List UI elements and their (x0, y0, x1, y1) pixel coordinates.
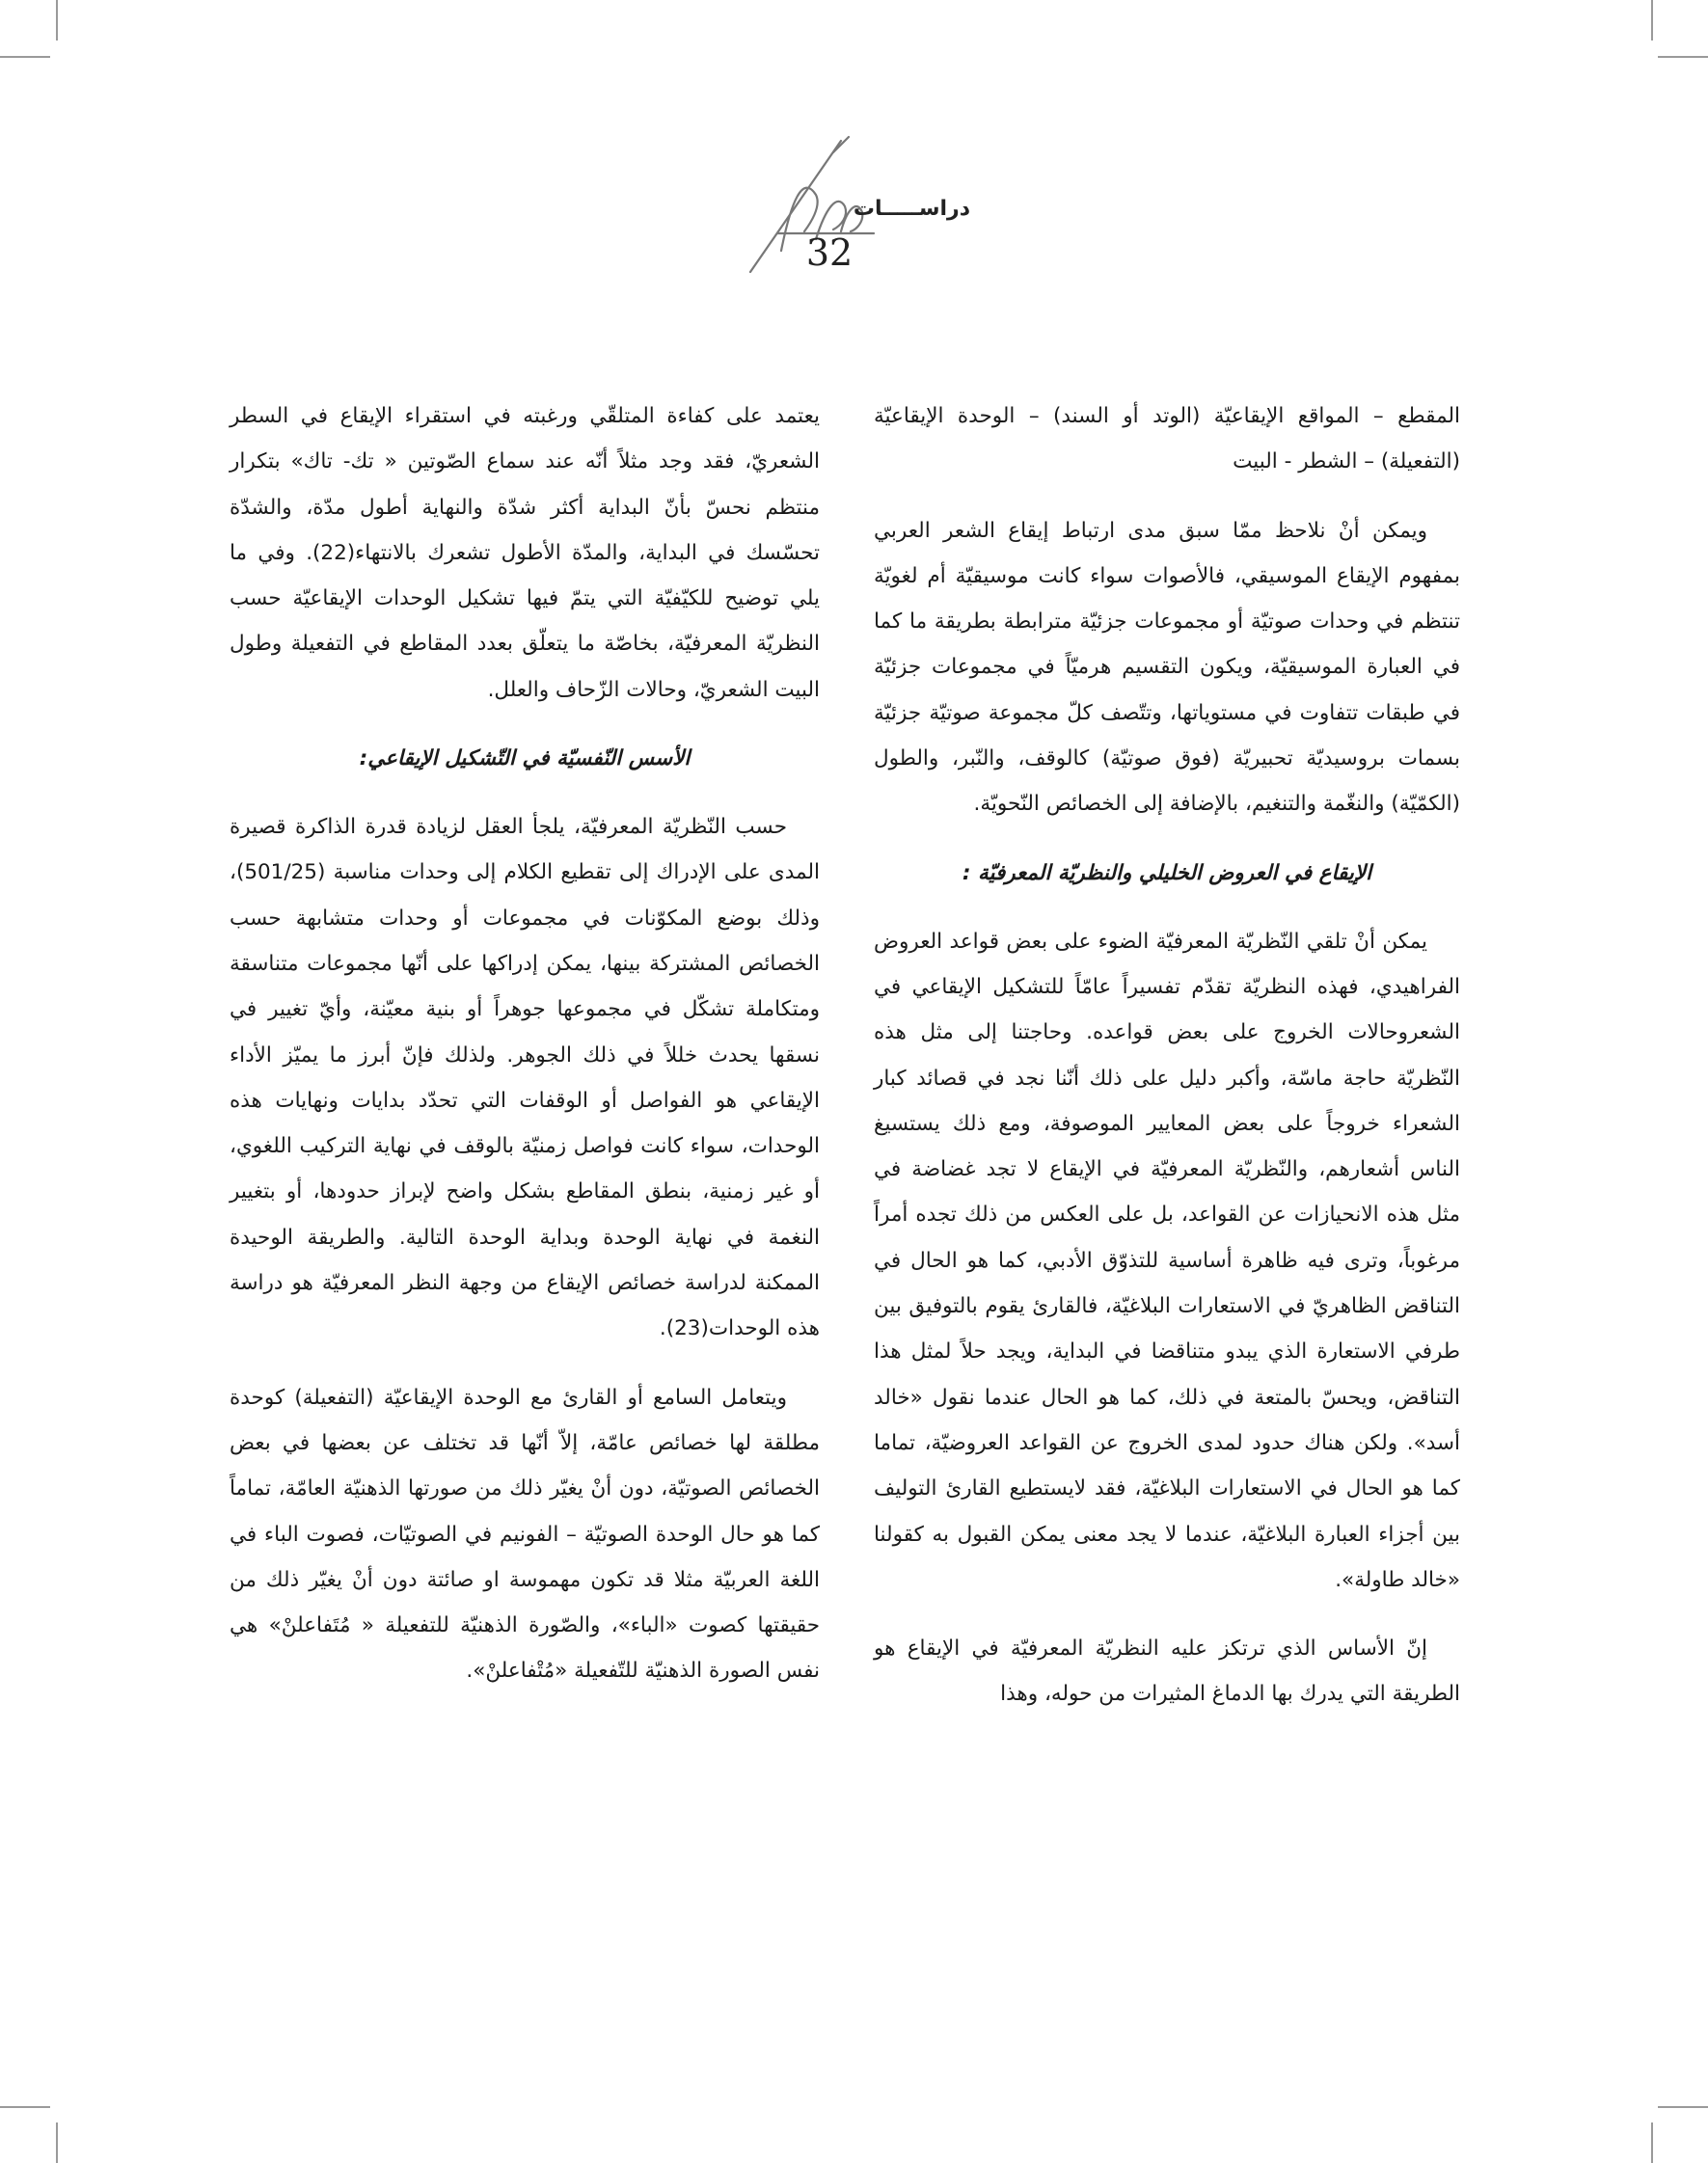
crop-mark (0, 56, 50, 58)
paragraph: إنّ الأساس الذي ترتكز عليه النظريّة المعرفيّة في الإيقاع هو الطريقة التي يدرك بها الدماغ المثيرات من حوله، وهذا (874, 1636, 1460, 1707)
section-heading: الأسس النّفسيّة في التّشكيل الإيقاعي: (359, 746, 691, 771)
paragraph: ويمكن أنْ نلاحظ ممّا سبق مدى ارتباط إيقاع الشعر العربي بمفهوم الإيقاع الموسيقي، فالأصوات سواء كانت موسيقيّة أم لغويّة تنتظم في وحدات صوتيّة أو مجموعات جزئيّة مترابطة بطريقة ما كما في العبارة الموسيقيّة، ويكون التقسيم هرميّاً في مجموعات جزئيّة في طبقات تتفاوت في مستوياتها، وتتّصف كلّ مجموعة صوتيّة جزئيّة بسمات بروسيديّة تحبيريّة (فوق صوتيّة) كالوقف، والنّبر، والطول (الكمّيّة) والنغّمة والتنغيم، بالإضافة إلى الخصائص النّحويّة. (874, 518, 1460, 817)
left-column (230, 393, 820, 1717)
right-column (874, 393, 1460, 1741)
paragraph: المقطع – المواقع الإيقاعيّة (الوتد أو السند) – الوحدة الإيقاعيّة (التفعيلة) – الشطر - البيت (874, 404, 1460, 474)
crop-mark (1651, 0, 1653, 41)
paragraph: حسب النّظريّة المعرفيّة، يلجأ العقل لزيادة قدرة الذاكرة قصيرة المدى على الإدراك إلى تقطيع الكلام إلى وحدات مناسبة (501/25)، وذلك بوضع المكوّنات في مجموعات أو وحدات متشابهة حسب الخصائص المشتركة بينها، يمكن إدراكها على أنّها مجموعات متناسقة ومتكاملة تشكّل في مجموعها جوهراً أو بنية معيّنة، وأيّ تغيير في نسقها يحدث خللاً في ذلك الجوهر. ولذلك فإنّ أبرز ما يميّز الأداء الإيقاعي هو الفواصل أو الوقفات التي تحدّد بدايات ونهايات هذه الوحدات، سواء كانت فواصل زمنيّة بالوقف في نهاية التركيب اللغوي، أو غير زمنية، بنطق المقاطع بشكل واضح لإبراز حدودها، أو بتغيير النغمة في نهاية الوحدة وبداية الوحدة التالية. والطريقة الوحيدة الممكنة لدراسة خصائص الإيقاع من وجهة النظر المعرفيّة هو دراسة هذه الوحدات(23). (230, 815, 820, 1341)
page-header (694, 135, 1022, 289)
crop-mark (0, 2106, 50, 2108)
crop-mark (1658, 56, 1708, 58)
page-number: 32 (805, 231, 854, 274)
crop-mark (56, 0, 58, 41)
crop-mark (1658, 2106, 1708, 2108)
section-heading: الإيقاع في العروض الخليلي والنظريّة المعرفيّة : (962, 860, 1372, 885)
section-label: دراســـــات (853, 197, 970, 221)
paragraph: يعتمد على كفاءة المتلقّي ورغبته في استقراء الإيقاع في السطر الشعريّ، فقد وجد مثلاً أنّه عند سماع الصّوتين « تك- تاك» بتكرار منتظم نحسّ بأنّ البداية أكثر شدّة والنهاية أطول مدّة، والشدّة تحسّسك في البداية، والمدّة الأطول تشعرك بالانتهاء(22). وفي ما يلي توضيح للكيّفيّة التي يتمّ فيها تشكيل الوحدات الإيقاعيّة حسب النظريّة المعرفيّة، بخاصّة ما يتعلّق بعدد المقاطع في التفعيلة وطول البيت الشعريّ، وحالات الزّحاف والعلل. (230, 404, 820, 702)
paragraph: يمكن أنْ تلقي النّظريّة المعرفيّة الضوء على بعض قواعد العروض الفراهيدي، فهذه النظريّة تقدّم تفسيراً عامّاً للتشكيل الإيقاعي في الشعروحالات الخروج على بعض قواعده. وحاجتنا إلى مثل هذه النّظريّة حاجة ماسّة، وأكبر دليل على ذلك أنّنا نجد في قصائد كبار الشعراء خروجاً على بعض المعايير الموصوفة، ومع ذلك يستسيغ الناس أشعارهم، والنّظريّة المعرفيّة في الإيقاع لا تجد غضاضة في مثل هذه الانحيازات عن القواعد، بل على العكس من ذلك تجده أمراً مرغوباً، وترى فيه ظاهرة أساسية للتذوّق الأدبي، كما هو الحال في التناقض الظاهريّ في الاستعارات البلاغيّة، فالقارئ يقوم بالتوفيق بين طرفي الاستعارة الذي يبدو متناقضا في البداية، ويجد حلاً لمثل هذا التناقض، ويحسّ بالمتعة في ذلك، كما هو الحال عندما نقول «خالد أسد». ولكن هناك حدود لمدى الخروج عن القواعد العروضيّة، تماما كما هو الحال في الاستعارات البلاغيّة، فقد لايستطيع القارئ التوليف بين أجزاء العبارة البلاغيّة، عندما لا يجد معنى يمكن القبول به كقولنا «خالد طاولة». (874, 929, 1460, 1592)
crop-mark (1651, 2122, 1653, 2163)
paragraph: ويتعامل السامع أو القارئ مع الوحدة الإيقاعيّة (التفعيلة) كوحدة مطلقة لها خصائص عامّة، إلاّ أنّها قد تختلف عن بعضها في بعض الخصائص الصوتيّة، دون أنْ يغيّر ذلك من صورتها الذهنيّة العامّة، تماماً كما هو حال الوحدة الصوتيّة – الفونيم في الصوتيّات، فصوت الباء في اللغة العربيّة مثلا قد تكون مهموسة او صائتة دون أنْ يغيّر ذلك من حقيقتها كصوت «الباء»، والصّورة الذهنيّة للتفعيلة « مُتَفاعلنْ» هي نفس الصورة الذهنيّة للتّفعيلة «مُتْفاعلنْ». (230, 1385, 820, 1684)
crop-mark (56, 2122, 58, 2163)
